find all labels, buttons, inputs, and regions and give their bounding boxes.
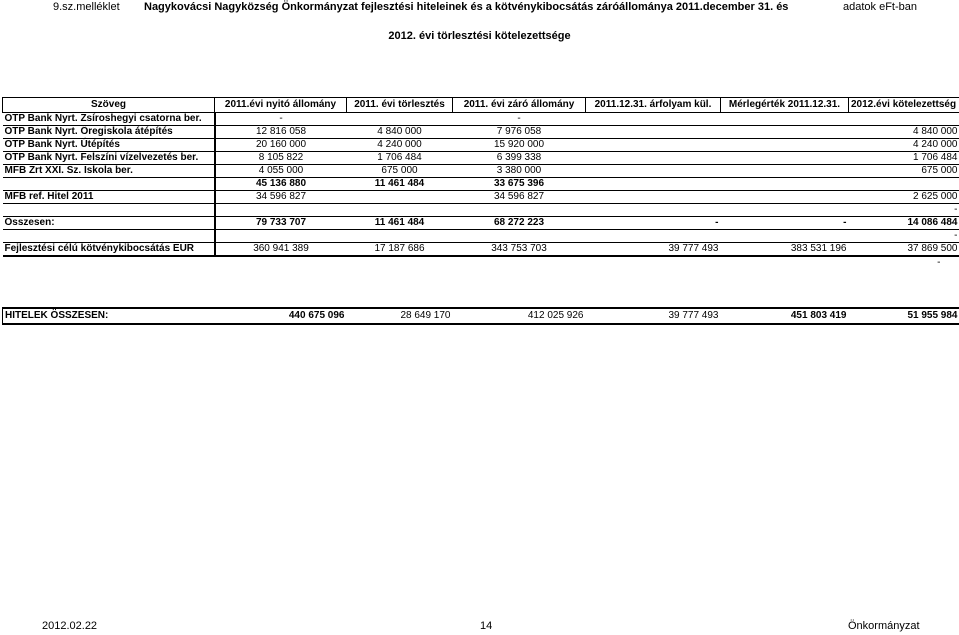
cell-repay: 1 706 484 bbox=[347, 152, 453, 165]
table-row bbox=[3, 191, 959, 204]
row-label: MFB ref. Hitel 2011 bbox=[3, 191, 215, 204]
footer-organization: Önkormányzat bbox=[848, 620, 920, 632]
cell-due: 51 955 984 bbox=[849, 308, 959, 324]
cell-due bbox=[849, 113, 959, 126]
cell-fx: - bbox=[586, 217, 721, 230]
footer-page-number: 14 bbox=[480, 620, 493, 632]
cell-fx bbox=[586, 191, 721, 204]
row-label bbox=[3, 204, 215, 217]
cell-open: 79 733 707 bbox=[215, 217, 347, 230]
table-row bbox=[3, 152, 959, 165]
cell-due bbox=[849, 178, 959, 191]
row-label bbox=[3, 178, 215, 191]
grand-total-table bbox=[2, 307, 959, 325]
table-row bbox=[3, 230, 959, 243]
table-row bbox=[3, 126, 959, 139]
cell-open: 4 055 000 bbox=[215, 165, 347, 178]
cell-book: - bbox=[721, 217, 849, 230]
cell-open: 8 105 822 bbox=[215, 152, 347, 165]
cell-open bbox=[215, 256, 347, 269]
column-header: Mérlegérték 2011.12.31. bbox=[721, 98, 849, 113]
cell-open bbox=[215, 230, 347, 243]
cell-fx bbox=[586, 178, 721, 191]
cell-due: - bbox=[937, 257, 941, 268]
cell-due: 14 086 484 bbox=[849, 217, 959, 230]
column-header: 2011. évi törlesztés bbox=[347, 98, 453, 113]
cell-book: 451 803 419 bbox=[721, 308, 849, 324]
subtotal-row bbox=[3, 178, 959, 191]
table-row bbox=[3, 204, 959, 217]
cell-open: - bbox=[215, 113, 347, 126]
cell-book bbox=[721, 113, 849, 126]
cell-close: 7 976 058 bbox=[453, 126, 586, 139]
cell-book bbox=[721, 256, 849, 269]
row-label: MFB Zrt XXI. Sz. Iskola ber. bbox=[3, 165, 215, 178]
cell-open: 20 160 000 bbox=[215, 139, 347, 152]
cell-fx bbox=[586, 256, 721, 269]
annex-label: 9.sz.melléklet bbox=[53, 1, 120, 13]
row-label bbox=[3, 230, 215, 243]
cell-close: 412 025 926 bbox=[453, 308, 586, 324]
cell-close: 3 380 000 bbox=[453, 165, 586, 178]
cell-book bbox=[721, 139, 849, 152]
cell-book: 383 531 196 bbox=[721, 243, 849, 257]
grand-total-row bbox=[3, 308, 959, 324]
cell-book bbox=[721, 230, 849, 243]
cell-repay: 28 649 170 bbox=[347, 308, 453, 324]
cell-book bbox=[721, 152, 849, 165]
cell-repay bbox=[347, 230, 453, 243]
cell-repay bbox=[347, 113, 453, 126]
row-label: OTP Bank Nyrt. Zsíroshegyi csatorna ber. bbox=[3, 113, 215, 126]
row-label: HITELEK ÖSSZESEN: bbox=[3, 308, 215, 324]
cell-book bbox=[721, 126, 849, 139]
row-label: OTP Bank Nyrt. Felszíni vízelvezetés ber. bbox=[3, 152, 215, 165]
cell-close bbox=[453, 230, 586, 243]
cell-due: 675 000 bbox=[849, 165, 959, 178]
cell-open: 12 816 058 bbox=[215, 126, 347, 139]
cell-close bbox=[453, 256, 586, 269]
cell-close: 33 675 396 bbox=[453, 178, 586, 191]
page-title: Nagykovácsi Nagyközség Önkormányzat fejlesztési hiteleinek és a kötvénykibocsátás záróállománya 2011.december 31. és bbox=[144, 1, 789, 13]
cell-due: 2 625 000 bbox=[849, 191, 959, 204]
cell-open: 45 136 880 bbox=[215, 178, 347, 191]
cell-repay: 675 000 bbox=[347, 165, 453, 178]
cell-book bbox=[721, 204, 849, 217]
total-row bbox=[3, 217, 959, 230]
cell-fx: 39 777 493 bbox=[586, 243, 721, 257]
cell-fx bbox=[586, 126, 721, 139]
cell-repay bbox=[347, 256, 453, 269]
row-label: OTP Bank Nyrt. Öregiskola átépítés bbox=[3, 126, 215, 139]
table-row bbox=[3, 113, 959, 126]
cell-close: 343 753 703 bbox=[453, 243, 586, 257]
cell-fx bbox=[586, 113, 721, 126]
page-subtitle: 2012. évi törlesztési kötelezettsége bbox=[388, 30, 571, 42]
cell-close: 34 596 827 bbox=[453, 191, 586, 204]
cell-due: 1 706 484 bbox=[849, 152, 959, 165]
unit-note: adatok eFt-ban bbox=[843, 1, 917, 13]
cell-fx bbox=[586, 230, 721, 243]
cell-fx bbox=[586, 165, 721, 178]
column-header: 2011. évi záró állomány bbox=[453, 98, 586, 113]
cell-close: 15 920 000 bbox=[453, 139, 586, 152]
cell-open: 34 596 827 bbox=[215, 191, 347, 204]
cell-fx bbox=[586, 204, 721, 217]
row-label: Összesen: bbox=[3, 217, 215, 230]
cell-open: 440 675 096 bbox=[215, 308, 347, 324]
column-header: 2012.évi kötelezettség bbox=[849, 98, 959, 113]
table-header-row bbox=[3, 98, 959, 113]
footer-date: 2012.02.22 bbox=[42, 620, 98, 632]
bond-row bbox=[3, 243, 959, 257]
cell-book bbox=[721, 178, 849, 191]
cell-fx: 39 777 493 bbox=[586, 308, 721, 324]
cell-due: - bbox=[849, 230, 959, 243]
cell-due: - bbox=[849, 204, 959, 217]
table-row bbox=[3, 139, 959, 152]
cell-close: - bbox=[453, 113, 586, 126]
table-row bbox=[3, 256, 959, 269]
cell-book bbox=[721, 191, 849, 204]
cell-close: 68 272 223 bbox=[453, 217, 586, 230]
cell-close bbox=[453, 204, 586, 217]
cell-open: 360 941 389 bbox=[215, 243, 347, 257]
cell-repay: 11 461 484 bbox=[347, 217, 453, 230]
row-label bbox=[3, 256, 215, 269]
cell-repay bbox=[347, 191, 453, 204]
cell-book bbox=[721, 165, 849, 178]
column-header: 2011.évi nyitó állomány bbox=[215, 98, 347, 113]
cell-close: 6 399 338 bbox=[453, 152, 586, 165]
cell-due: 4 840 000 bbox=[849, 126, 959, 139]
cell-fx bbox=[586, 139, 721, 152]
row-label: OTP Bank Nyrt. Útépítés bbox=[3, 139, 215, 152]
column-header: Szöveg bbox=[3, 98, 215, 113]
row-label: Fejlesztési célú kötvénykibocsátás EUR bbox=[3, 243, 215, 257]
cell-due: 4 240 000 bbox=[849, 139, 959, 152]
cell-repay: 11 461 484 bbox=[347, 178, 453, 191]
cell-repay: 4 240 000 bbox=[347, 139, 453, 152]
cell-repay: 17 187 686 bbox=[347, 243, 453, 257]
loan-table bbox=[2, 97, 959, 269]
cell-open bbox=[215, 204, 347, 217]
cell-repay: 4 840 000 bbox=[347, 126, 453, 139]
cell-repay bbox=[347, 204, 453, 217]
column-header: 2011.12.31. árfolyam kül. bbox=[586, 98, 721, 113]
cell-fx bbox=[586, 152, 721, 165]
table-row bbox=[3, 165, 959, 178]
cell-due: 37 869 500 bbox=[849, 243, 959, 257]
